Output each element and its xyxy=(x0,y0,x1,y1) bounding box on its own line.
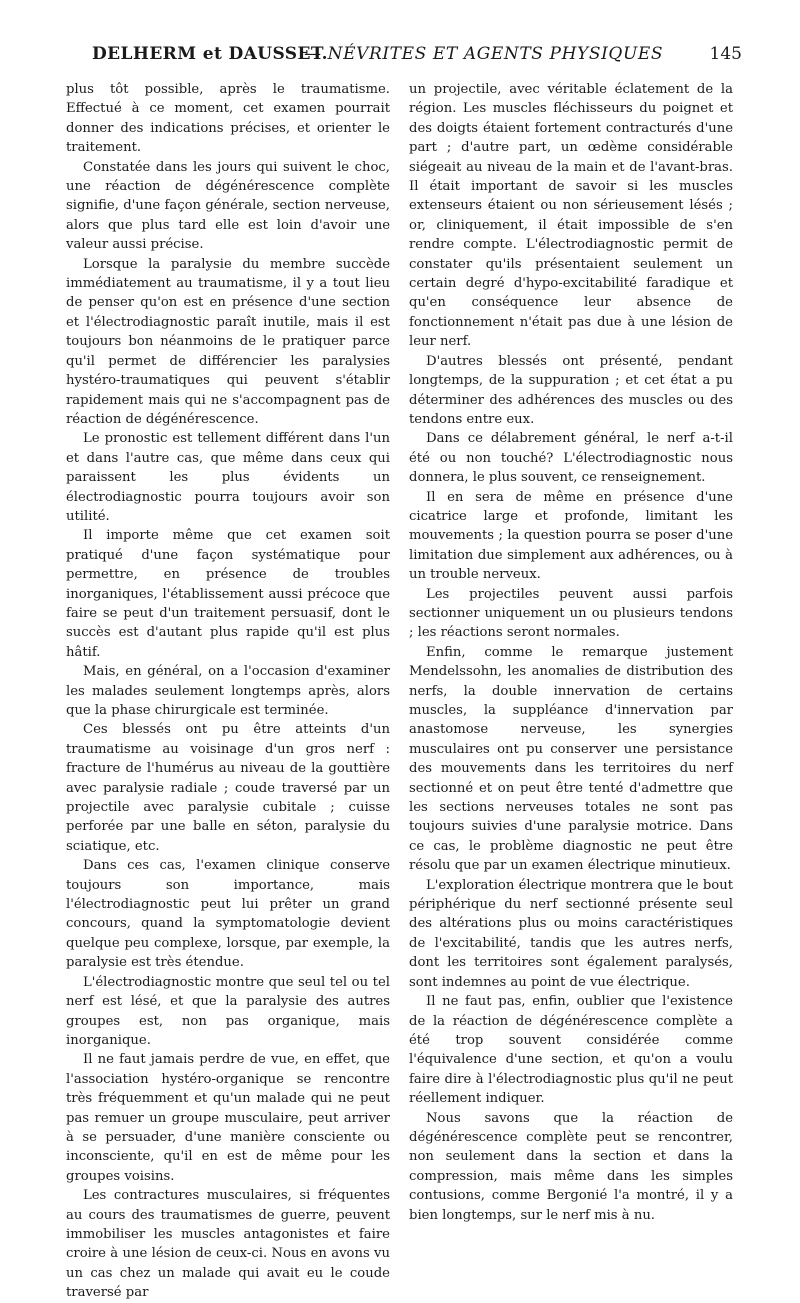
paragraph: Il ne faut pas, enfin, oublier que l'existence de la réaction de dégénérescence complète a été trop souvent considérée comme l'équivalence d'une section, et qu'on a voulu faire dire à l'électrodiagnostic plus qu'il ne peut réellement indiquer. xyxy=(409,994,733,1107)
paragraph: Ces blessés ont pu être atteints d'un traumatisme au voisinage d'un gros nerf : fracture de l'humérus au niveau de la gouttière avec paralysie radiale ; coude traversé par un projectile avec paralysie cubitale ; cuisse perforée par une balle en séton, paralysie du sciatique, etc. xyxy=(66,722,390,854)
paragraph: Dans ce délabrement général, le nerf a-t-il été ou non touché? L'électrodiagnostic nous donnera, le plus souvent, ce renseignement. xyxy=(409,431,733,486)
paragraph: Constatée dans les jours qui suivent le choc, une réaction de dégénérescence complète signifie, d'une façon générale, section nerveuse, alors que plus tard elle est loin d'avoir une valeur aussi précise. xyxy=(66,159,390,253)
paragraph: Il importe même que cet examen soit pratiqué d'une façon systématique pour permettre, en présence de troubles inorganiques, l'établissement aussi précoce que faire se peut d'un traitement persuasif, dont le succès est d'autant plus rapide qu'il est plus hâtif. xyxy=(66,528,390,660)
paragraph: D'autres blessés ont présenté, pendant longtemps, de la suppuration ; et cet état a pu déterminer des adhérences des muscles ou des tendons entre eux. xyxy=(409,353,733,427)
header-authors: DELHERM et DAUSSET. xyxy=(92,44,328,64)
paragraph: Le pronostic est tellement différent dans l'un et dans l'autre cas, que même dans ceux qui paraissent les plus évidents un électrodiagnostic pourra toujours avoir son utilité. xyxy=(66,431,390,524)
paragraph: Enfin, comme le remarque justement Mendelssohn, les anomalies de distribution des nerfs, la double innervation de certains muscles, la suppléance d'innervation par anastomose nerveuse, les synergies musculaires ont pu conserver une persistance des mouvements dans les territoires du nerf sectionné et on peut être tenté d'admettre que les sections nerveuses totales ne sont pas toujours suivies d'une paralysie motrice. Dans ce cas, le problème diagnostic ne peut être résolu que par un examen électrique minutieux. xyxy=(409,644,733,874)
paragraph: plus tôt possible, après le traumatisme. Effectué à ce moment, cet examen pourrait donner des indications précises, et orienter le traitement. xyxy=(66,82,390,156)
running-header xyxy=(56,44,746,74)
paragraph: Dans ces cas, l'examen clinique conserve toujours son importance, mais l'électrodiagnostic peut lui prêter un grand concours, quand la symptomatologie devient quelque peu complexe, lorsque, par exemple, la paralysie est très étendue. xyxy=(66,858,390,971)
left-column xyxy=(66,80,390,1303)
paragraph: L'exploration électrique montrera que le bout périphérique du nerf sectionné présente seul des altérations plus ou moins caractéristiques de l'excitabilité, tandis que les autres nerfs, dont les territoires sont également paralysés, sont indemnes au point de vue électrique. xyxy=(409,877,733,990)
paragraph: Il en sera de même en présence d'une cicatrice large et profonde, limitant les mouvements ; la question pourra se poser d'une limitation due simplement aux adhérences, ou à un trouble nerveux. xyxy=(409,489,733,583)
paragraph: un projectile, avec véritable éclatement de la région. Les muscles fléchisseurs du poignet et des doigts étaient fortement contracturés d'une part ; d'autre part, un œdème considérable siégeait au niveau de la main et de l'avant-bras. Il était important de savoir si les muscles extenseurs étaient ou non sérieusement lésés ; or, cliniquement, il était impossible de s'en rendre compte. L'électrodiagnostic permit de constater qu'ils présentaient seulement un certain degré d'hypo-excitabilité faradique et qu'en conséquence leur absence de fonctionnement n'était pas due à une lésion de leur nerf. xyxy=(409,82,733,350)
paragraph: Les contractures musculaires, si fréquentes au cours des traumatismes de guerre, peuvent immobiliser les muscles antagonistes et faire croire à une lésion de ceux-ci. Nous en avons vu un cas chez un malade qui avait eu le coude traversé par xyxy=(66,1188,390,1301)
page-number: 145 xyxy=(709,44,742,64)
paragraph: Il ne faut jamais perdre de vue, en effet, que l'association hystéro-organique se rencontre très fréquemment et qu'un malade qui ne peut pas remuer un groupe musculaire, peut arriver à se persuader, d'une manière consciente ou inconsciente, qu'il en est de même pour les groupes voisins. xyxy=(66,1052,390,1184)
paragraph: Les projectiles peuvent aussi parfois sectionner uniquement un ou plusieurs tendons ; les réactions seront normales. xyxy=(409,586,733,641)
paragraph: L'électrodiagnostic montre que seul tel ou tel nerf est lésé, et que la paralysie des autres groupes est, non pas organique, mais inorganique. xyxy=(66,974,390,1048)
header-title: — NÉVRITES ET AGENTS PHYSIQUES xyxy=(304,44,664,64)
paragraph: Mais, en général, on a l'occasion d'examiner les malades seulement longtemps après, alors que la phase chirurgicale est terminée. xyxy=(66,664,390,718)
paragraph: Lorsque la paralysie du membre succède immédiatement au traumatisme, il y a tout lieu de penser qu'on est en présence d'une section et l'électrodiagnostic paraît inutile, mais il est toujours bon néanmoins de le pratiquer parce qu'il permet de différencier les paralysies hystéro-traumatiques qui peuvent s'établir rapidement mais qui ne s'accompagnent pas de réaction de dégénérescence. xyxy=(66,256,390,427)
right-column xyxy=(409,80,733,1225)
paragraph: Nous savons que la réaction de dégénérescence complète peut se rencontrer, non seulement dans la section et dans la compression, mais même dans les simples contusions, comme Bergonié l'a montré, il y a bien longtemps, sur le nerf mis à nu. xyxy=(409,1110,733,1223)
